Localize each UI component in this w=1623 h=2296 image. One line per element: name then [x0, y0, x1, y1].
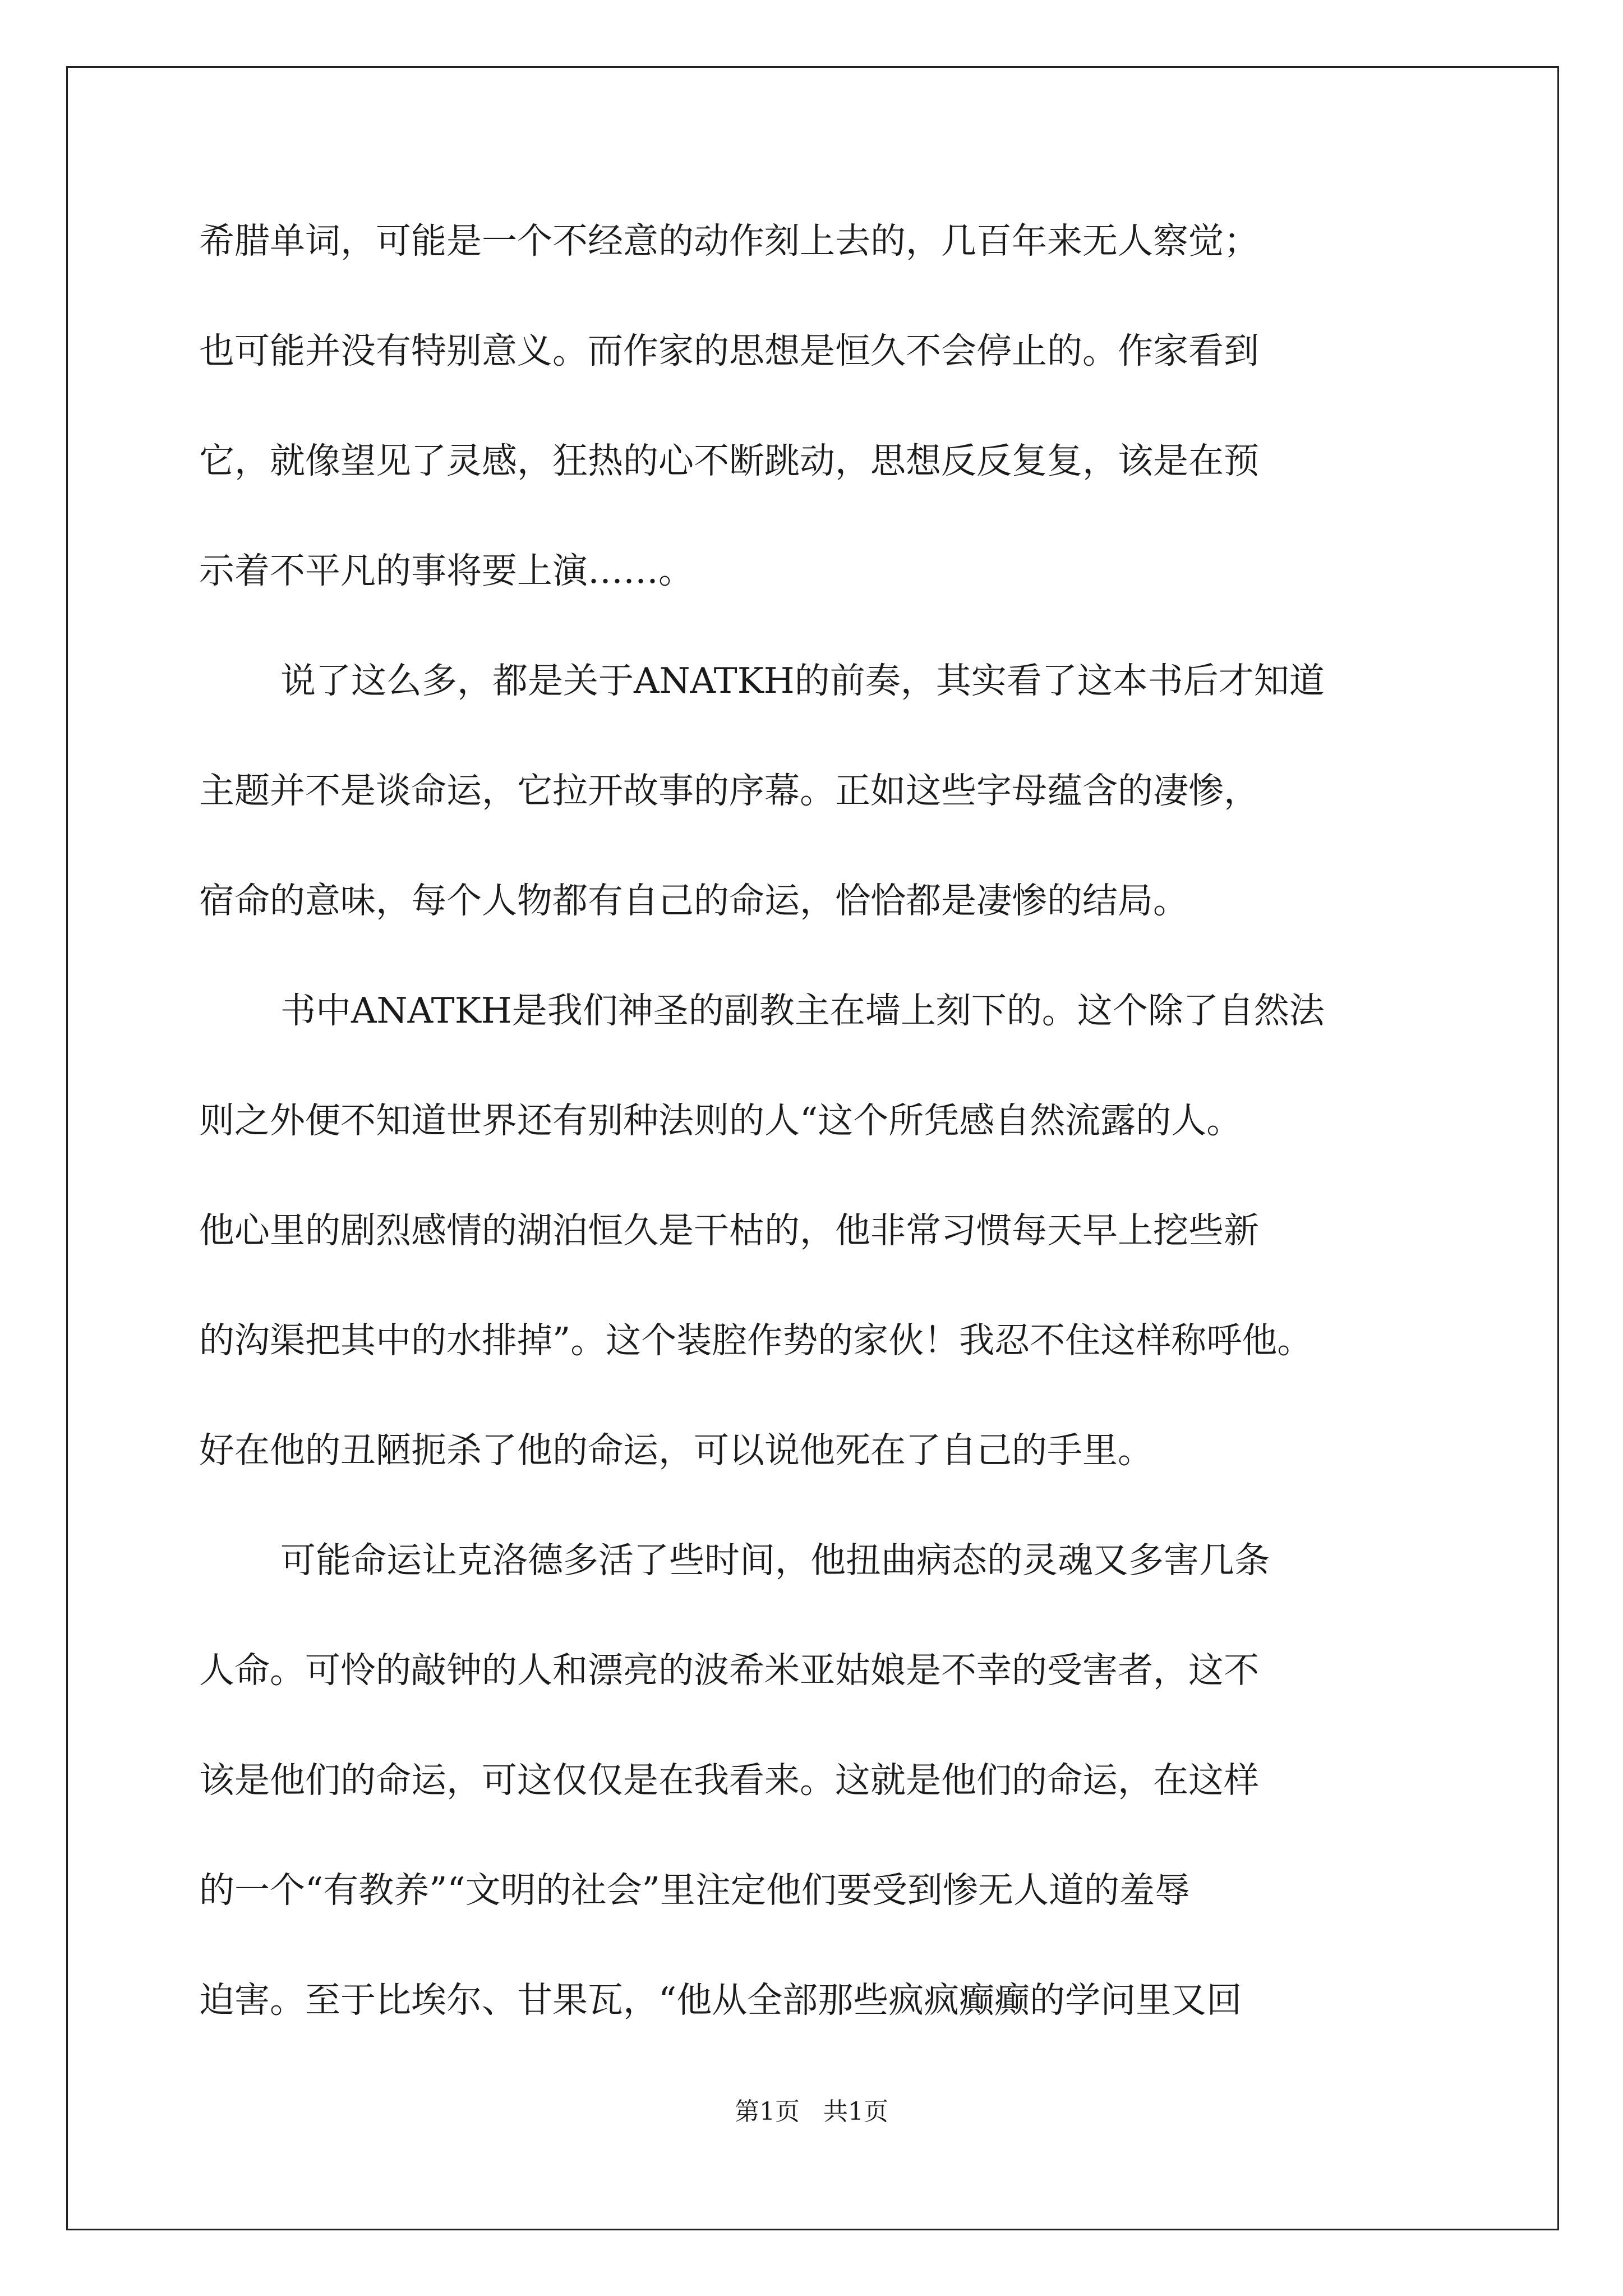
text-line-3: 它，就像望见了灵感，狂热的心不断跳动，思想反反复复，该是在预	[199, 440, 1259, 481]
text-line-16: 的一个“有教养”“文明的社会”里注定他们要受到惨无人道的羞辱	[199, 1870, 1190, 1911]
text-line-17: 迫害。至于比埃尔、甘果瓦，“他从全部那些疯疯癫癫的学问里又回	[199, 1980, 1242, 2021]
text-line-10: 他心里的剧烈感情的湖泊恒久是干枯的，他非常习惯每天早上挖些新	[199, 1210, 1259, 1251]
text-line-8: 书中ANATKH是我们神圣的副教主在墙上刻下的。这个除了自然法	[280, 990, 1325, 1031]
text-line-13: 可能命运让克洛德多活了些时间，他扭曲病态的灵魂又多害几条	[280, 1540, 1270, 1581]
text-line-2: 也可能并没有特别意义。而作家的思想是恒久不会停止的。作家看到	[199, 330, 1259, 371]
text-line-7: 宿命的意味，每个人物都有自己的命运，恰恰都是凄惨的结局。	[199, 880, 1188, 921]
page-number-footer: 第1页 共1页	[735, 2097, 888, 2126]
text-line-14: 人命。可怜的敲钟的人和漂亮的波希米亚姑娘是不幸的受害者，这不	[199, 1650, 1259, 1691]
text-line-1: 希腊单词，可能是一个不经意的动作刻上去的，几百年来无人察觉；	[199, 220, 1259, 261]
text-line-12: 好在他的丑陋扼杀了他的命运，可以说他死在了自己的手里。	[199, 1430, 1153, 1471]
text-line-9: 则之外便不知道世界还有别种法则的人“这个所凭感自然流露的人。	[199, 1100, 1242, 1141]
text-line-6: 主题并不是谈命运，它拉开故事的序幕。正如这些字母蕴含的凄惨，	[199, 770, 1259, 811]
text-line-11: 的沟渠把其中的水排掉”。这个装腔作势的家伙！我忍不住这样称呼他。	[199, 1320, 1313, 1361]
text-line-5: 说了这么多，都是关于ANATKH的前奏，其实看了这本书后才知道	[280, 660, 1325, 701]
text-line-4: 示着不平凡的事将要上演……。	[199, 550, 694, 591]
text-line-15: 该是他们的命运，可这仅仅是在我看来。这就是他们的命运，在这样	[199, 1760, 1259, 1801]
